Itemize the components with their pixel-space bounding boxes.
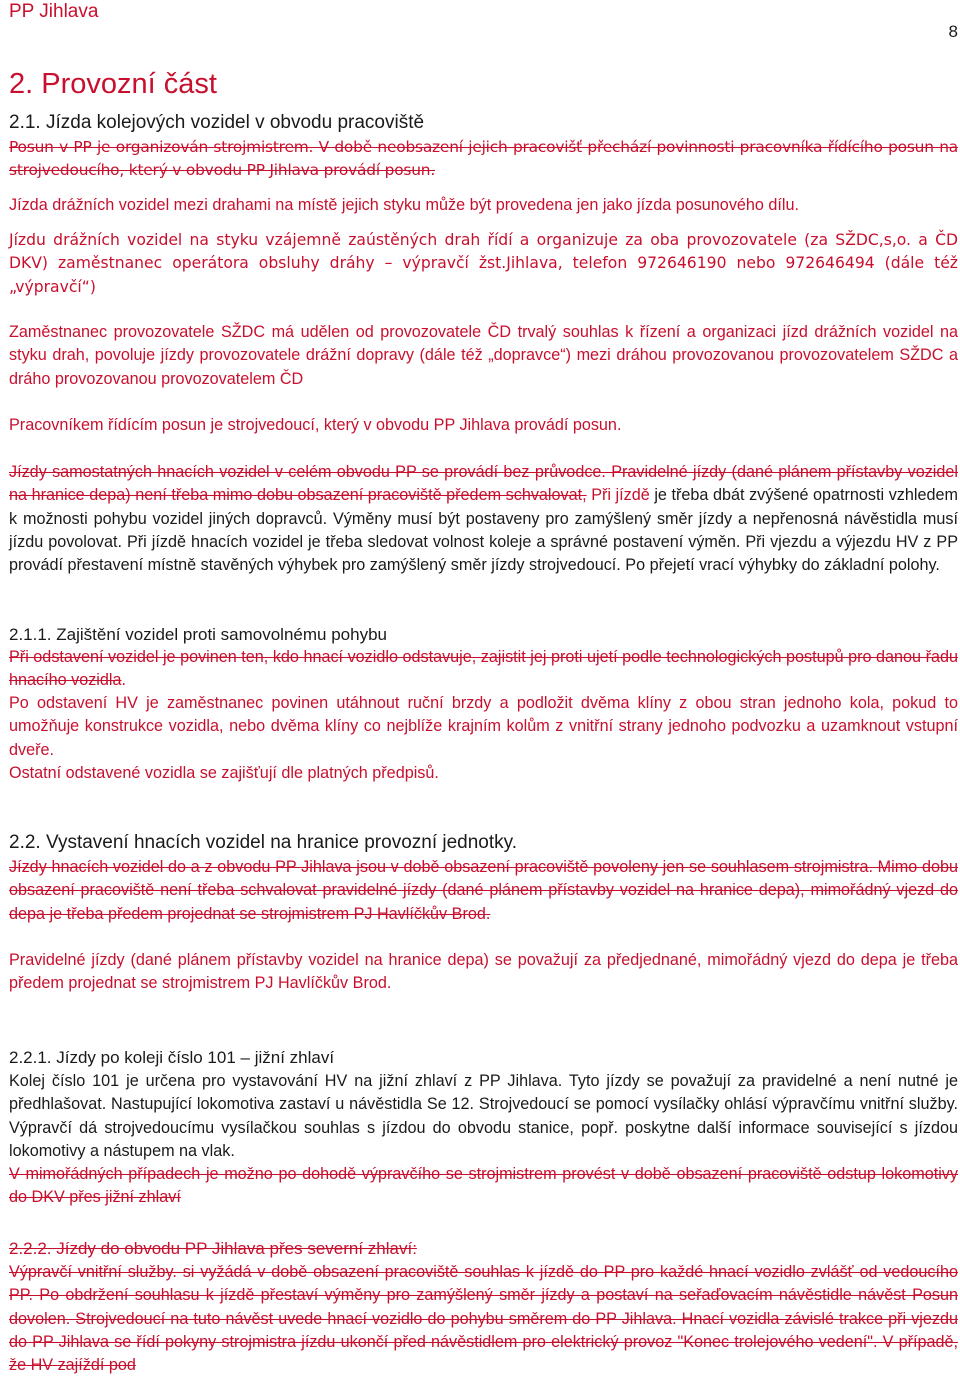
paragraph-standalone-vehicles bbox=[9, 461, 958, 577]
paragraph-junction-rule: Jízda drážních vozidel mezi drahami na místě jejich styku může být provedena jen jako jízda posunového dílu. bbox=[9, 196, 800, 214]
section-heading-2-2-2: 2.2.2. Jízdy do obvodu PP Jihlava přes severní zhlaví: bbox=[9, 1239, 417, 1258]
struck-paragraph-shunting-organization: Posun v PP je organizován strojmistrem. V době neobsazení jejich pracovišť přechází povinnosti pracovníka řídícího posun na strojvedoucího, který v obvodu PP Jihlava provádí posun. bbox=[9, 138, 958, 180]
struck-paragraph-exceptional-cases: V mimořádných případech je možno po dohodě výpravčího se strojmistrem provést v době obsazení pracoviště odstup lokomotivy do DKV přes jižní zhlaví bbox=[9, 1165, 958, 1207]
section-heading-2-1-1: 2.1.1. Zajištění vozidel proti samovolnému pohybu bbox=[9, 625, 387, 644]
text-period: . bbox=[121, 671, 126, 690]
struck-text-securing: Při odstavení vozidel je povinen ten, kdo hnací vozidlo odstavuje, zajistit jej proti ujetí podle technologických postupů pro danou řadu hnacího vozidla bbox=[9, 648, 958, 690]
paragraph-szdc-consent: Zaměstnanec provozovatele SŽDC má udělen od provozovatele ČD trvalý souhlas k řízení a organizaci jízd drážních vozidel na styku drah, povoluje jízdy provozovatele drážní dopravy (dále též „dopravce“) mezi dráhou provozovanou provozovatelem SŽDC a dráho provozovanou provozovatelem ČD bbox=[9, 323, 958, 388]
red-text-when-driving: Při jízdě bbox=[586, 486, 650, 505]
paragraph-regular-runs: Pravidelné jízdy (dané plánem přístavby vozidel na hranice depa) se považují za předjednané, mimořádný vjezd do depa je třeba předem projednat se strojmistrem PJ Havlíčkův Brod. bbox=[9, 951, 958, 993]
paragraph-other-vehicles: Ostatní odstavené vozidla se zajišťují dle platných předpisů. bbox=[9, 764, 439, 782]
paragraph-track-101: Kolej číslo 101 je určena pro vystavování HV na jižní zhlaví z PP Jihlava. Tyto jízdy se považují za pravidelné a není nutné je předhlašovat. Nastupující lokomotiva zastaví u návěstidla Se 12. Strojvedoucí se pomocí vysílačky ohlásí výpravčímu vnitřní služby. Výpravčí dá strojvedoucímu vysílačkou souhlas s jízdou do obvodu stanice, popř. poskytne další informace související s jízdou lokomotivy a nástupem na vlak. bbox=[9, 1072, 958, 1160]
section-heading-2-1: 2.1. Jízda kolejových vozidel v obvodu pracoviště bbox=[9, 112, 425, 133]
struck-paragraph-approval: Jízdy hnacích vozidel do a z obvodu PP Jihlava jsou v době obsazení pracoviště povoleny jen se souhlasem strojmistra. Mimo dobu obsazení pracoviště není třeba schvalovat pravidelné jízdy (dané plánem přístavby vozidel na hranice depa), mimořádný vjezd do depa je třeba předem projednat se strojmistrem PJ Havlíčkův Brod. bbox=[9, 858, 958, 923]
struck-paragraph-north-approach: Výpravčí vnitřní služby. si vyžádá v době obsazení pracoviště souhlas k jízdě do PP pro každé hnací vozidlo zvlášť od vedoucího PP. Po obdržení souhlasu k jízdě přestaví výměny pro zamýšlený směr jízdy a postaví na seřaďovacím návěstidle návěst Posun dovolen. Strojvedoucí na tuto návěst uvede hnací vozidlo do pohybu směrem do PP Jihlava. Hnací vozidla závislé trakce při vjezdu do PP Jihlava se řídí pokyny strojmistra jízdu ukončí před návěstidlem pro elektrický provoz "Konec trolejového vedení". V případě, že HV zajíždí pod bbox=[9, 1263, 958, 1375]
paragraph-securing-vehicles bbox=[9, 646, 958, 693]
chapter-title: 2. Provozní část bbox=[9, 68, 217, 100]
struck-text-standalone-vehicles: Jízdy samostatných hnacích vozidel v celém obvodu PP se provádí bez průvodce. Pravidelné jízdy (dané plánem přístavby vozidel na hranice depa) není třeba mimo dobu obsazení pracoviště předem schvalovat, bbox=[9, 463, 958, 505]
paragraph-handbrake-wedges: Po odstavení HV je zaměstnanec povinen utáhnout ruční brzdy a podložit dvěma klíny z obou stran jednoho kola, pokud to umožňuje konstrukce vozidla, nebo dvěma klíny co nejblíže krajním kolům z vnitřní strany jednoho podvozku a uzamknout vstupní dveře. bbox=[9, 694, 958, 759]
section-heading-2-2-1: 2.2.1. Jízdy po koleji číslo 101 – jižní zhlaví bbox=[9, 1048, 335, 1067]
running-header: PP Jihlava bbox=[9, 1, 99, 22]
paragraph-shunting-leader: Pracovníkem řídícím posun je strojvedoucí, který v obvodu PP Jihlava provádí posun. bbox=[9, 416, 622, 434]
page-number: 8 bbox=[948, 22, 958, 41]
section-heading-2-2: 2.2. Vystavení hnacích vozidel na hranice provozní jednotky. bbox=[9, 832, 518, 853]
paragraph-dispatcher-control: Jízdu drážních vozidel na styku vzájemně zaústěných drah řídí a organizuje za oba provozovatele (za SŽDC,s,o. a ČD DKV) zaměstnanec operátora obsluhy dráhy – výpravčí žst.Jihlava, telefon 972646190 nebo 972646494 (dále též „výpravčí“) bbox=[9, 231, 958, 296]
text-caution-rules: je třeba dbát zvýšené opatrnosti vzhledem k možnosti pohybu vozidel jiných dopravců. Výměny musí být postaveny pro zamýšlený směr jízdy a nepřenosná návěstidla musí jízdu povolovat. Při jízdě hnacích vozidel je třeba sledovat volnost koleje a správné postavení výměn. Při vjezdu a výjezdu HV z PP provádí přestavení místně stavěných výhybek pro zamýšlený směr jízdy strojvedoucí. Po přejetí vrací výhybky do základní polohy. bbox=[9, 486, 958, 575]
